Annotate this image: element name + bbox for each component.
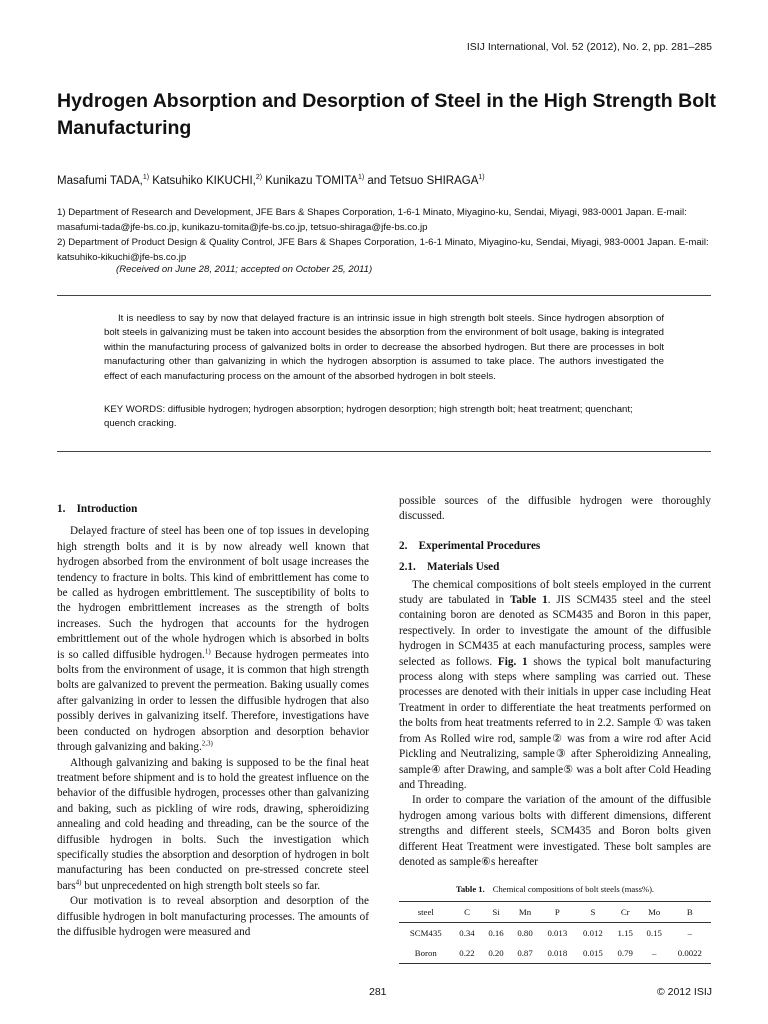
column-header: C xyxy=(464,907,470,917)
table-row xyxy=(399,943,711,964)
table-cell: 1.15 xyxy=(617,928,633,938)
author-name: Kunikazu TOMITA xyxy=(262,175,358,187)
table-cell: 0.34 xyxy=(459,928,475,938)
table-cell: 0.87 xyxy=(517,948,533,958)
paragraph-text: but unprecedented on high strength bolt steels so far. xyxy=(81,879,321,892)
affiliation-2: 2) Department of Product Design & Quality Control, JFE Bars & Shapes Corporation, 1-6-1 Minato, Miyagino-ku, Sendai, Miyagi, 983-0001 Japan. E-mail: katsuhiko-kikuchi@jfe-bs.co.jp xyxy=(57,237,709,263)
paragraph-text: Delayed fracture of steel has been one of top issues in developing high strength bolts and it is by now already well known that hydrogen absorbed from the environment of bolt usage increases the tendency to fracture in bolts. This kind of embrittlement has come to be called as hydrogen embrittlement. The susceptibility of bolts to the hydrogen embrittlement increases as the strength of bolts increases. Such the hydrogen that accounts for the hydrogen embrittlement out of the whole hydrogen which is absorbed in bolts is so called diffusible hydrogen. xyxy=(57,525,369,661)
received-dates: (Received on June 28, 2011; accepted on October 25, 2011) xyxy=(116,264,373,275)
table-cell: – xyxy=(687,928,693,938)
table-cell: 0.012 xyxy=(583,928,603,938)
table-cell: 0.013 xyxy=(547,928,568,938)
author-name: and Tetsuo SHIRAGA xyxy=(364,175,479,187)
paragraph xyxy=(57,524,369,755)
right-column xyxy=(399,494,711,870)
author-name: Katsuhiko KIKUCHI, xyxy=(149,175,256,187)
page-number: 281 xyxy=(369,986,387,998)
table-reference: Table 1 xyxy=(509,594,548,607)
author-list xyxy=(57,175,485,187)
column-header: S xyxy=(590,907,596,917)
affiliation-mark: 2) xyxy=(255,174,263,182)
table-cell: SCM435 xyxy=(409,928,442,938)
table-cell: 0.018 xyxy=(547,948,568,958)
paragraph-text: . JIS SCM435 steel and the steel containing boron are denoted as SCM435 and Boron in this paper, respectively. In order to investigate the amount of the diffusible hydrogen in SCM435 at each manufacturing process, samples were selected as follows. xyxy=(399,594,711,668)
table-cell: – xyxy=(652,948,657,958)
table-row xyxy=(399,923,711,944)
citation-mark: 2,3) xyxy=(201,739,213,748)
table-label: Table 1. xyxy=(455,884,485,894)
paragraph: Our motivation is to reveal absorption and desorption of the diffusible hydrogen in bolt manufacturing processes. The amounts of the diffusible hydrogen were measured and xyxy=(57,895,369,938)
column-header: Mo xyxy=(648,907,661,917)
table-cell: 0.22 xyxy=(459,948,475,958)
table-cell: 0.0022 xyxy=(677,948,702,958)
affiliation-mark: 1) xyxy=(142,174,150,182)
table-cell: 0.20 xyxy=(488,948,504,958)
table-caption xyxy=(399,884,711,894)
table-cell: 0.15 xyxy=(646,928,662,938)
table-cell: 0.16 xyxy=(488,928,504,938)
affiliation-mark: 1) xyxy=(357,174,365,182)
author-name: Masafumi TADA, xyxy=(57,175,143,187)
table-cell: Boron xyxy=(414,948,437,958)
paragraph-text: shows the typical bolt manufacturing process along with steps where sampling was carried out. These processes are denoted with their initials in upper case including Heat Treatment in order to differentiate the heat treatments performed on the bolts from heat treatments referred to in 2.2. Sample ① was taken from As Rolled wire rod, sample② was from a wire rod after Acid Pickling and Neutralizing, sample③ after Spheroidizing Annealing, sample④ after Drawing, and sample⑤ was a bolt after Cold Heading and Threading. xyxy=(399,655,711,791)
paragraph-text: Although galvanizing and baking is supposed to be the final heat treatment before shipment and is to hold the greatest influence on the behavior of the diffusible hydrogen, processes other than galvanizing and baking, such as pickling of wire rods, drawing, spheroidizing annealing and cold heading and threading, can be the source of the diffusible hydrogen in bolts. Such the investigation which specifically studies the absorption and desorption of hydrogen in bolt manufacturing has been conducted on pre-stressed concrete steel bars xyxy=(57,756,369,892)
column-header: Si xyxy=(492,907,500,917)
citation-mark: 4) xyxy=(75,878,82,887)
abstract-text: It is needless to say by now that delayed fracture is an intrinsic issue in high strength bolt steels. Since hydrogen absorption of bolt steels in galvanizing must be taken into account besides the absorption from the environment of bolt usage, baking is integrated within the manufacturing process of galvanized bolts in order to decrease the absorbed hydrogen. But there are processes in bolt manufacturing other than galvanizing in which the hydrogen absorption is assumed to take place. The authors investigated the effect of each manufacturing process on the amount of the absorbed hydrogen in bolt steels. xyxy=(104,313,664,382)
paper-title: Hydrogen Absorption and Desorption of Steel in the High Strength Bolt Manufacturing xyxy=(57,90,717,139)
table-cell: 0.80 xyxy=(517,928,533,938)
copyright: © 2012 ISIJ xyxy=(656,986,712,998)
paragraph: possible sources of the diffusible hydrogen were thoroughly discussed. xyxy=(399,495,711,523)
abstract xyxy=(104,312,664,384)
paragraph xyxy=(57,756,369,895)
table-cell: 0.015 xyxy=(583,948,603,958)
column-header: B xyxy=(686,907,693,917)
paragraph-text: Because hydrogen permeates into bolts from the environment of usage, it is common that high strength bolts are galvanized to prevent the permeation. Baking usually comes after galvanizing in order to lessen the diffusible hydrogen that also possibly derives in galvanizing itself. Therefore, investigations have been conducted on hydrogen absorption and desorption behavior through galvanizing and baking. xyxy=(57,648,369,754)
section-heading-introduction: 1. Introduction xyxy=(57,503,138,515)
affiliation-1: 1) Department of Research and Development, JFE Bars & Shapes Corporation, 1-6-1 Minato, Miyagino-ku, Sendai, Miyagi, 983-0001 Japan. E-mail: masafumi-tada@jfe-bs.co.jp, kunikazu-tomita@jfe-bs.co.jp, tetsuo-shiraga@jfe-bs.co.jp xyxy=(57,207,687,233)
left-column xyxy=(57,502,369,940)
section-heading-experimental: 2. Experimental Procedures xyxy=(399,539,541,552)
subsection-heading-materials: 2.1. Materials Used xyxy=(399,561,500,574)
table-header-row xyxy=(399,902,711,923)
journal-citation: ISIJ International, Vol. 52 (2012), No. 2, pp. 281–285 xyxy=(466,41,712,53)
paragraph: In order to compare the variation of the amount of the diffusible hydrogen among various bolts with different dimensions, different strengths and different steels, SCM435 and Boron bolts given different Heat Treatment were investigated. These bolt samples are denoted as sample⑥s hereafter xyxy=(399,794,711,868)
column-header: Cr xyxy=(620,907,630,917)
table-caption-text: Chemical compositions of bolt steels (mass%). xyxy=(492,884,655,894)
divider-bottom xyxy=(57,451,711,452)
keywords: KEY WORDS: diffusible hydrogen; hydrogen absorption; hydrogen desorption; high strength bolt; heat treatment; quenchant; quench cracking. xyxy=(104,404,633,430)
divider-top xyxy=(57,295,711,296)
affiliation-mark: 1) xyxy=(478,174,485,182)
paragraph-text: The chemical compositions of bolt steels employed in the current study are tabulated in xyxy=(399,578,711,607)
composition-table xyxy=(399,901,711,964)
column-header: Mn xyxy=(518,907,532,917)
paragraph xyxy=(399,578,711,794)
column-header: steel xyxy=(417,907,434,917)
affiliations xyxy=(57,205,713,265)
column-header: P xyxy=(554,907,560,917)
citation-mark: 1) xyxy=(204,646,211,655)
figure-reference: Fig. 1 xyxy=(497,655,528,668)
table-cell: 0.79 xyxy=(617,948,633,958)
